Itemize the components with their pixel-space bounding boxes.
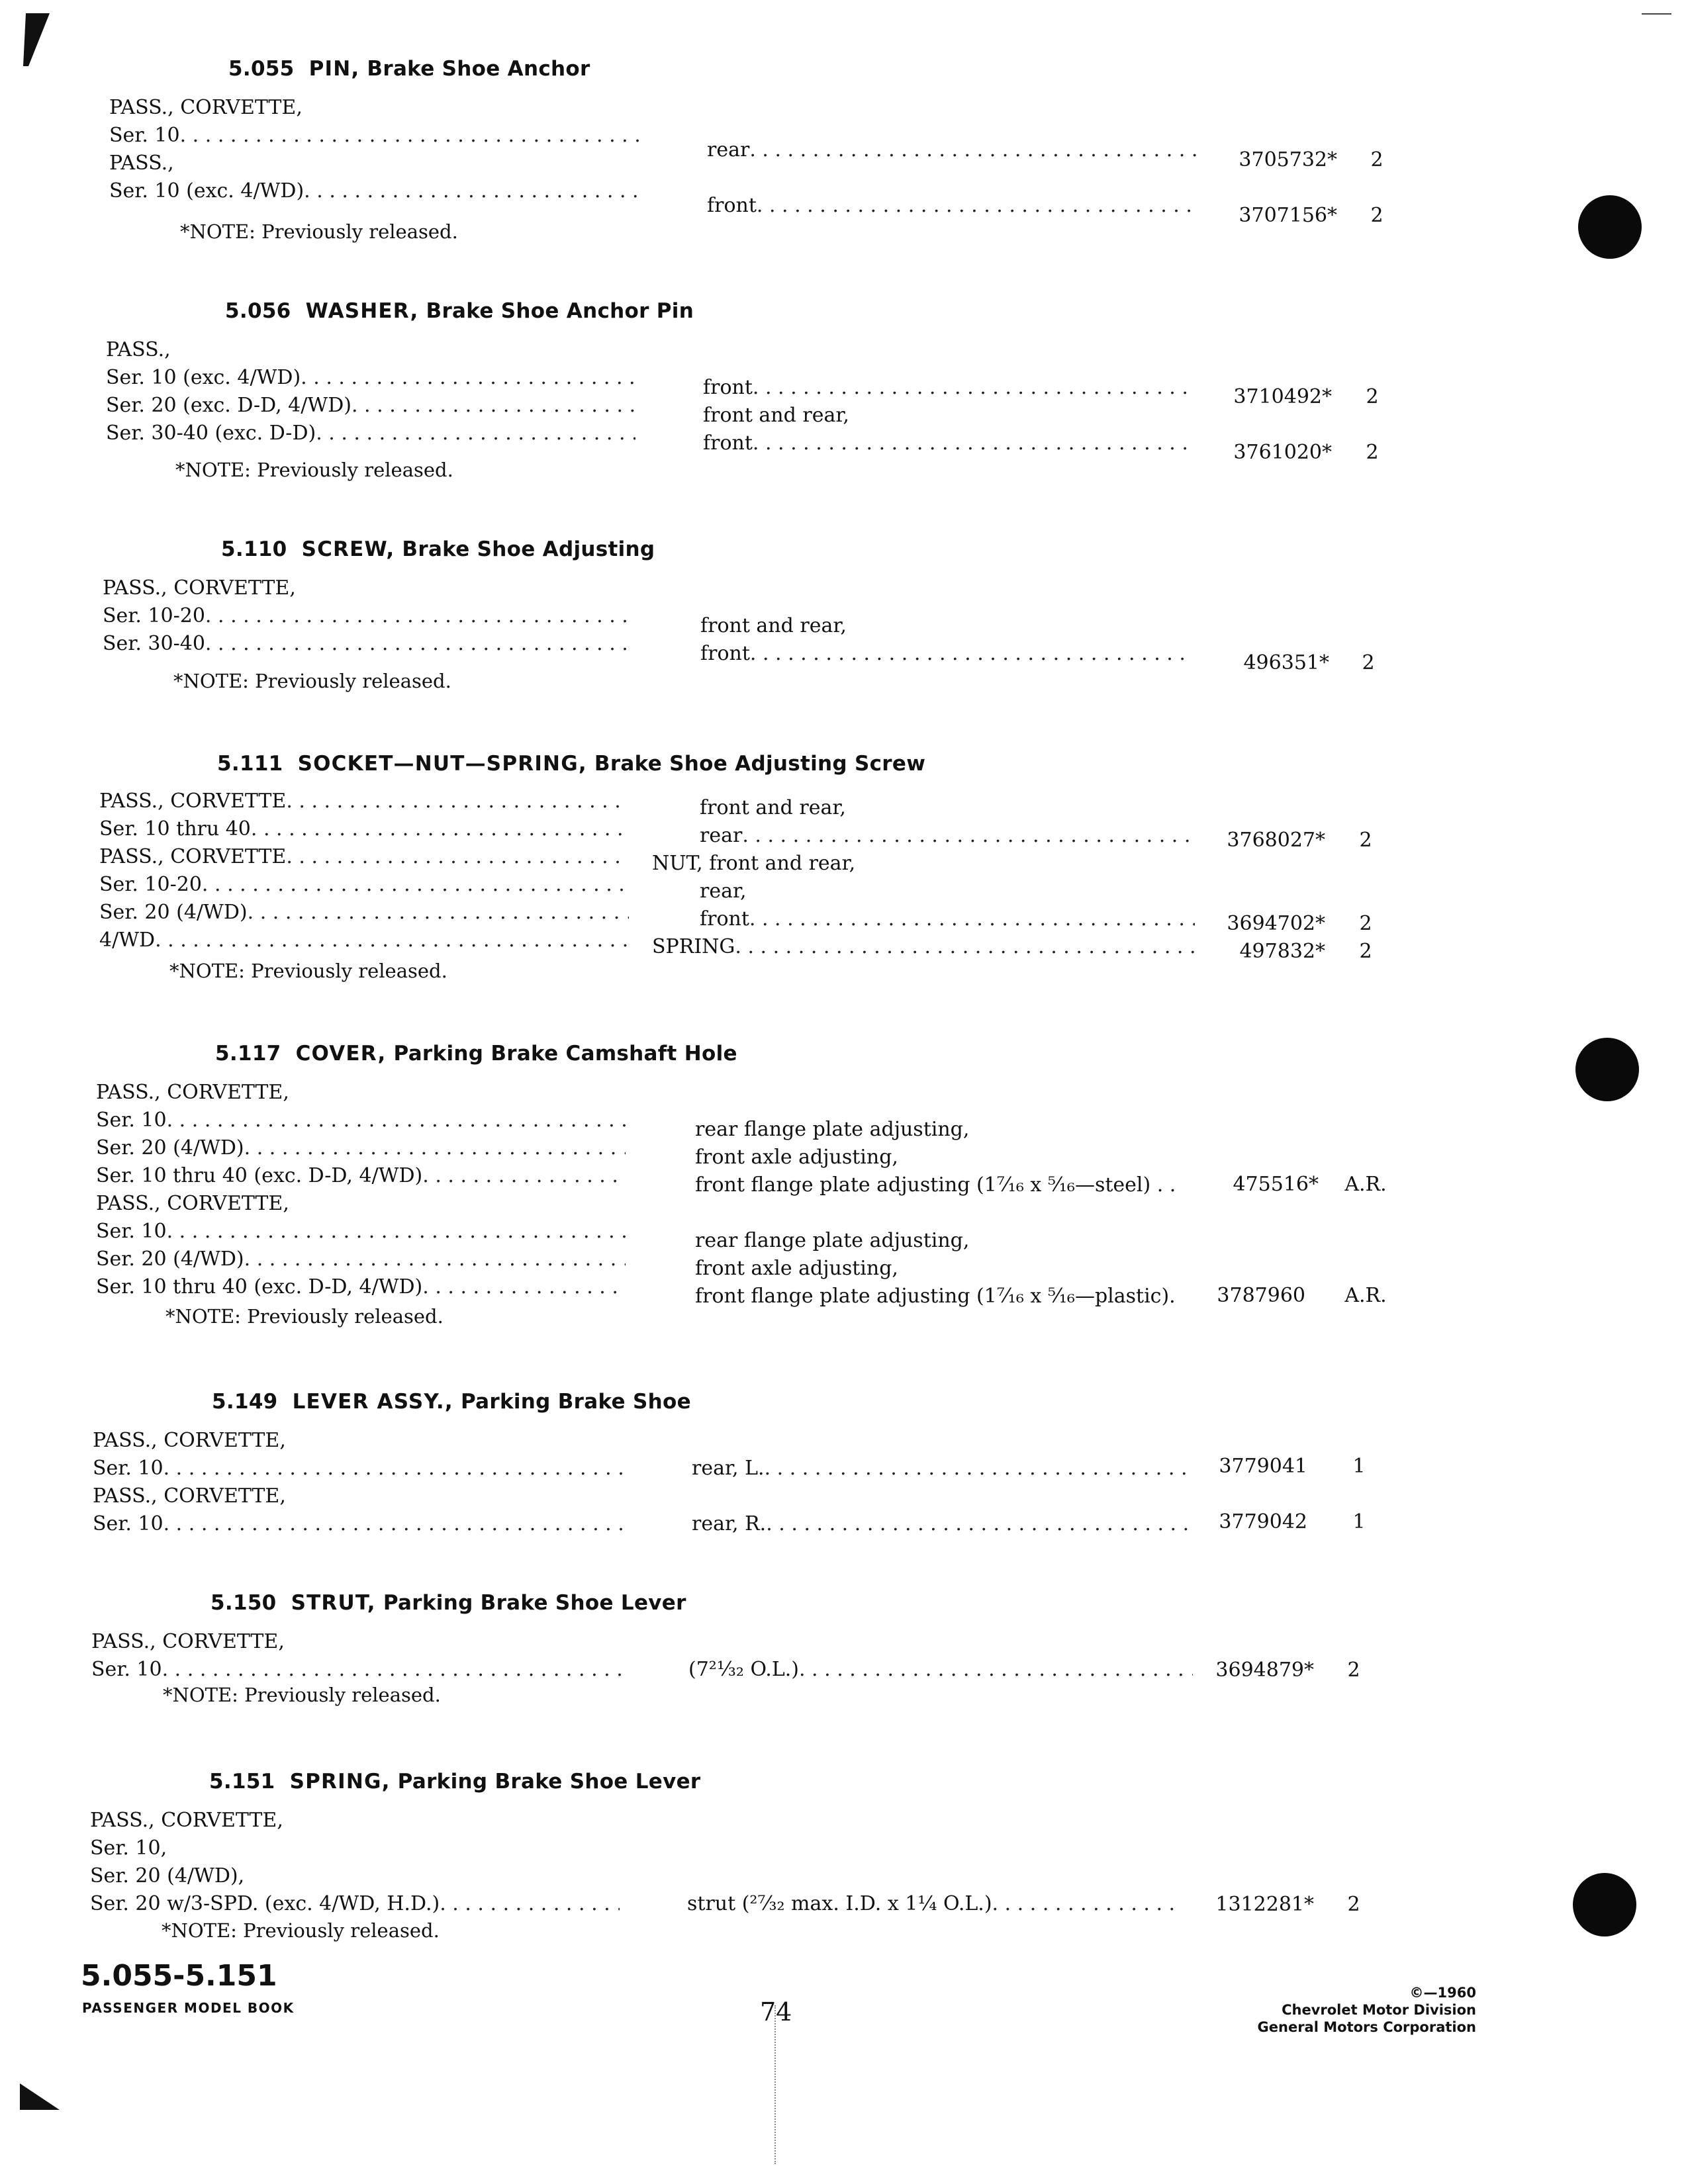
- description-list: [688, 1656, 1193, 1684]
- part-number: 3761020*: [1233, 441, 1332, 464]
- application-line: PASS., CORVETTE,: [93, 1429, 286, 1452]
- description-line: (7²¹⁄₃₂ O.L.) . . .: [688, 1656, 1193, 1684]
- release-note: *NOTE: Previously released.: [173, 670, 451, 692]
- application-line: PASS., CORVETTE,: [109, 96, 303, 119]
- part-number: 3705732*: [1239, 148, 1337, 171]
- section-heading: 5.151 SPRING, Parking Brake Shoe Lever: [209, 1770, 701, 1794]
- part-number: 3707156*: [1239, 204, 1337, 227]
- application-line: Ser. 10-20 . . .: [103, 602, 632, 630]
- application-line: Ser. 10 thru 40 (exc. D-D, 4/WD) . . .: [96, 1273, 626, 1301]
- quantity: 2: [1362, 651, 1375, 674]
- application-line: PASS., CORVETTE . . .: [99, 788, 629, 815]
- application-line: Ser. 30-40 (exc. D-D) . . .: [106, 420, 635, 447]
- application-line: Ser. 10 . . .: [109, 122, 639, 150]
- application-list: [93, 1427, 622, 1538]
- description-line: rear . . .: [707, 136, 1197, 164]
- part-number: 3779041: [1219, 1455, 1307, 1478]
- description-line: front flange plate adjusting (1⁷⁄₁₆ x ⁵⁄₁₆—steel) . .: [695, 1173, 1176, 1197]
- application-line: Ser. 10 . . .: [93, 1455, 622, 1482]
- part-number: 3779042: [1219, 1510, 1307, 1533]
- application-line: Ser. 30-40 . . .: [103, 630, 632, 658]
- description-line: front axle adjusting,: [695, 1146, 898, 1169]
- description-list: [707, 192, 1197, 220]
- part-number: 3694702*: [1227, 912, 1325, 935]
- application-line: Ser. 20 (4/WD) . . .: [96, 1134, 626, 1162]
- top-left-corner-mark: [23, 13, 50, 66]
- quantity: 2: [1359, 912, 1372, 935]
- leader-dots: [316, 420, 635, 447]
- release-note: *NOTE: Previously released.: [162, 1919, 440, 1942]
- bottom-left-corner-mark: [20, 2083, 60, 2110]
- application-line: PASS., CORVETTE . . .: [99, 843, 629, 871]
- binder-hole-bottom: [1573, 1873, 1636, 1936]
- application-line: Ser. 20 (4/WD) . . .: [96, 1246, 626, 1273]
- description-line: rear . . .: [652, 822, 1195, 850]
- description-line: rear, L. . . .: [692, 1455, 1195, 1482]
- book-title: PASSENGER MODEL BOOK: [82, 2000, 295, 2016]
- leader-dots: [735, 933, 1195, 961]
- application-line: Ser. 10 . . .: [96, 1107, 626, 1134]
- leader-dots: [180, 122, 639, 150]
- leader-dots: [202, 871, 629, 899]
- description-line: front . . .: [703, 374, 1196, 402]
- application-list: [109, 94, 639, 205]
- application-line: PASS., CORVETTE,: [103, 576, 296, 600]
- section-heading: 5.055 PIN, Brake Shoe Anchor: [228, 57, 590, 81]
- description-line: front . . .: [652, 905, 1195, 933]
- section-heading: 5.056 WASHER, Brake Shoe Anchor Pin: [225, 299, 694, 323]
- section-heading: 5.111 SOCKET—NUT—SPRING, Brake Shoe Adjusting Screw: [217, 752, 926, 776]
- description-list: [703, 374, 1196, 457]
- page-number: 74: [760, 1997, 792, 2026]
- application-list: [103, 574, 632, 658]
- quantity: 2: [1370, 204, 1383, 227]
- description-line: front flange plate adjusting (1⁷⁄₁₆ x ⁵⁄₁₆—plastic).: [695, 1285, 1176, 1308]
- quantity: 2: [1366, 385, 1379, 408]
- leader-dots: [244, 1246, 626, 1273]
- copyright-year: ©—1960: [1409, 1985, 1476, 2001]
- quantity: 2: [1347, 1893, 1360, 1916]
- quantity: A.R.: [1344, 1173, 1387, 1196]
- section-heading: 5.110 SCREW, Brake Shoe Adjusting: [221, 537, 655, 561]
- leader-dots: [205, 602, 632, 630]
- corporation-name: General Motors Corporation: [1257, 2019, 1476, 2035]
- quantity: 2: [1366, 441, 1379, 464]
- description-line: front and rear,: [700, 796, 846, 819]
- application-line: PASS.,: [106, 338, 171, 361]
- leader-dots: [164, 1455, 622, 1482]
- description-line: rear,: [700, 880, 747, 903]
- application-line: Ser. 10 (exc. 4/WD) . . .: [106, 364, 635, 392]
- leader-dots: [164, 1510, 622, 1538]
- leader-dots: [440, 1890, 620, 1918]
- leader-dots: [750, 640, 1194, 668]
- leader-dots: [286, 788, 629, 815]
- application-line: Ser. 10 . . .: [91, 1656, 621, 1684]
- description-line: strut (²⁷⁄₃₂ max. I.D. x 1¼ O.L.) . . .: [687, 1890, 1177, 1918]
- description-line: rear, R. . . .: [692, 1510, 1195, 1538]
- leader-dots: [422, 1273, 626, 1301]
- application-list: [90, 1807, 620, 1918]
- leader-dots: [749, 136, 1197, 164]
- description-list: [695, 1227, 1198, 1310]
- application-line: PASS., CORVETTE,: [91, 1630, 285, 1653]
- part-number: 3694879*: [1215, 1659, 1314, 1682]
- description-list: [687, 1890, 1177, 1918]
- application-list: [96, 1079, 626, 1301]
- release-note: *NOTE: Previously released.: [163, 1684, 441, 1706]
- group-range: 5.055-5.151: [81, 1959, 277, 1993]
- leader-dots: [155, 927, 629, 954]
- quantity: 1: [1352, 1455, 1366, 1478]
- section-heading: 5.150 STRUT, Parking Brake Shoe Lever: [211, 1591, 686, 1615]
- description-list: [652, 794, 1195, 961]
- application-line: Ser. 10 . . .: [93, 1510, 622, 1538]
- description-list: [695, 1116, 1198, 1199]
- quantity: 1: [1352, 1510, 1366, 1533]
- top-right-margin-line: [1642, 13, 1671, 15]
- part-number: 3787960: [1217, 1284, 1305, 1307]
- application-line: Ser. 10 thru 40 (exc. D-D, 4/WD) . . .: [96, 1162, 626, 1190]
- description-list: [700, 612, 1194, 668]
- application-line: Ser. 10 . . .: [96, 1218, 626, 1246]
- binder-hole-top: [1578, 195, 1642, 259]
- leader-dots: [301, 364, 635, 392]
- description-line: rear flange plate adjusting,: [695, 1118, 970, 1141]
- application-line: PASS., CORVETTE,: [96, 1192, 289, 1215]
- release-note: *NOTE: Previously released.: [175, 459, 453, 481]
- part-number: 497832*: [1239, 940, 1325, 963]
- leader-dots: [251, 815, 629, 843]
- leader-dots: [742, 822, 1195, 850]
- division-name: Chevrolet Motor Division: [1282, 2002, 1476, 2018]
- part-number: 475516*: [1233, 1173, 1319, 1196]
- application-line: PASS., CORVETTE,: [90, 1809, 283, 1832]
- leader-dots: [757, 192, 1197, 220]
- fold-line: [774, 2005, 776, 2164]
- description-line: front and rear,: [700, 614, 847, 637]
- part-number: 3768027*: [1227, 829, 1325, 852]
- copyright-block: [1185, 1984, 1476, 2036]
- part-number: 3710492*: [1233, 385, 1332, 408]
- quantity: 2: [1359, 829, 1372, 852]
- leader-dots: [167, 1107, 626, 1134]
- description-list: [692, 1510, 1195, 1538]
- section-heading: 5.149 LEVER ASSY., Parking Brake Shoe: [212, 1390, 691, 1414]
- leader-dots: [205, 630, 632, 658]
- release-note: *NOTE: Previously released.: [169, 960, 447, 982]
- application-line: Ser. 20 (4/WD),: [90, 1864, 245, 1888]
- part-number: 496351*: [1243, 651, 1329, 674]
- leader-dots: [765, 1455, 1195, 1482]
- quantity: 2: [1359, 940, 1372, 963]
- quantity: 2: [1370, 148, 1383, 171]
- description-list: [707, 136, 1197, 164]
- application-list: [106, 336, 635, 447]
- release-note: *NOTE: Previously released.: [180, 220, 458, 243]
- leader-dots: [352, 392, 635, 420]
- application-line: Ser. 10 thru 40 . . .: [99, 815, 629, 843]
- application-line: PASS.,: [109, 152, 174, 175]
- application-line: Ser. 10,: [90, 1837, 167, 1860]
- section-heading: 5.117 COVER, Parking Brake Camshaft Hole: [215, 1042, 737, 1066]
- description-line: front . . .: [703, 430, 1196, 457]
- application-line: Ser. 10-20 . . .: [99, 871, 629, 899]
- description-line: front . . .: [700, 640, 1194, 668]
- leader-dots: [992, 1890, 1177, 1918]
- application-list: [91, 1628, 621, 1684]
- leader-dots: [753, 430, 1196, 457]
- description-line: front . . .: [707, 192, 1197, 220]
- application-line: PASS., CORVETTE,: [93, 1484, 286, 1508]
- leader-dots: [162, 1656, 621, 1684]
- application-line: 4/WD . . .: [99, 927, 629, 954]
- application-list: [99, 788, 629, 954]
- part-number: 1312281*: [1215, 1893, 1314, 1916]
- leader-dots: [244, 1134, 626, 1162]
- leader-dots: [749, 905, 1195, 933]
- leader-dots: [753, 374, 1196, 402]
- description-line: rear flange plate adjusting,: [695, 1229, 970, 1252]
- quantity: A.R.: [1344, 1284, 1387, 1307]
- description-line: front and rear,: [703, 404, 849, 427]
- leader-dots: [248, 899, 629, 927]
- quantity: 2: [1347, 1659, 1360, 1682]
- description-list: [692, 1455, 1195, 1482]
- description-line: front axle adjusting,: [695, 1257, 898, 1280]
- application-line: Ser. 20 (exc. D-D, 4/WD) . . .: [106, 392, 635, 420]
- leader-dots: [799, 1656, 1193, 1684]
- application-line: Ser. 20 (4/WD) . . .: [99, 899, 629, 927]
- leader-dots: [286, 843, 629, 871]
- application-line: Ser. 10 (exc. 4/WD) . . .: [109, 177, 639, 205]
- application-line: PASS., CORVETTE,: [96, 1081, 289, 1104]
- release-note: *NOTE: Previously released.: [165, 1305, 444, 1328]
- application-line: Ser. 20 w/3-SPD. (exc. 4/WD, H.D.) . . .: [90, 1890, 620, 1918]
- leader-dots: [766, 1510, 1195, 1538]
- leader-dots: [167, 1218, 626, 1246]
- description-line: SPRING . . .: [652, 933, 1195, 961]
- leader-dots: [422, 1162, 626, 1190]
- leader-dots: [304, 177, 639, 205]
- description-line: NUT, front and rear,: [652, 852, 856, 875]
- binder-hole-middle: [1575, 1038, 1639, 1101]
